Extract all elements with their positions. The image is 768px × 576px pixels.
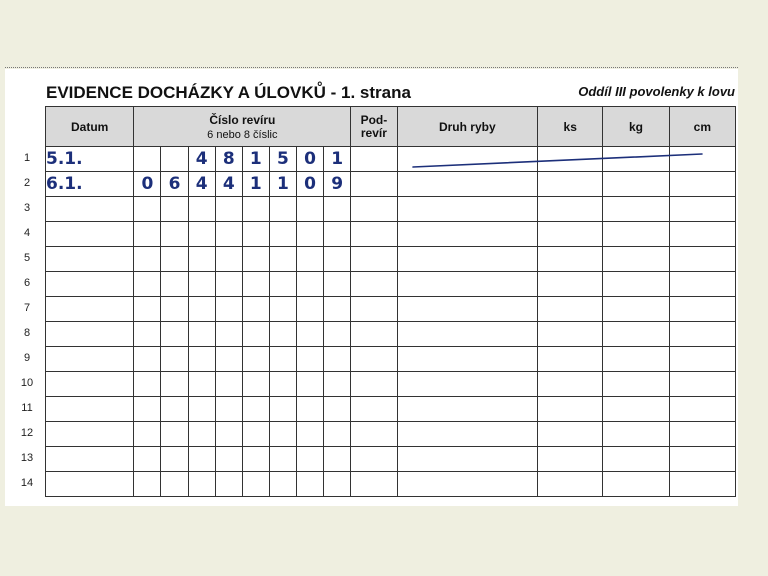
cell-druh-ryby[interactable]: [397, 147, 538, 172]
row-number: 12: [20, 427, 34, 439]
cell-revir-digit[interactable]: [188, 472, 215, 497]
cell-revir-digit[interactable]: [134, 322, 161, 347]
cell-druh-ryby[interactable]: [397, 272, 538, 297]
cell-druh-ryby[interactable]: [397, 197, 538, 222]
cell-datum[interactable]: 6.1.: [46, 172, 134, 197]
cell-datum[interactable]: [46, 347, 134, 372]
cell-revir-digit[interactable]: [134, 247, 161, 272]
table-body: [46, 147, 736, 497]
cell-ks[interactable]: [538, 172, 603, 197]
cell-revir-digit[interactable]: [188, 422, 215, 447]
cell-datum[interactable]: [46, 247, 134, 272]
cell-revir-digit[interactable]: [242, 422, 269, 447]
cell-cm[interactable]: [669, 147, 735, 172]
cell-datum[interactable]: [46, 472, 134, 497]
row-number: 13: [20, 452, 34, 464]
cell-datum[interactable]: [46, 447, 134, 472]
cell-revir-digit[interactable]: [215, 247, 242, 272]
cell-druh-ryby[interactable]: [397, 172, 538, 197]
cell-revir-digit[interactable]: [188, 297, 215, 322]
table-row: [46, 347, 736, 372]
header-ks: ks: [538, 107, 603, 147]
cell-druh-ryby[interactable]: [397, 447, 538, 472]
cell-kg[interactable]: [603, 397, 669, 422]
cell-revir-digit[interactable]: 1: [269, 172, 296, 197]
cell-revir-digit[interactable]: [269, 197, 296, 222]
cell-podrevir[interactable]: [351, 147, 397, 172]
cell-cm[interactable]: [669, 472, 735, 497]
cell-revir-digit[interactable]: [134, 447, 161, 472]
cell-revir-digit[interactable]: [134, 272, 161, 297]
row-number: 2: [23, 177, 31, 189]
cell-revir-digit[interactable]: [297, 472, 324, 497]
row-number: 8: [23, 327, 31, 339]
cell-cm[interactable]: [669, 322, 735, 347]
cell-ks[interactable]: [538, 222, 603, 247]
cell-revir-digit[interactable]: [188, 222, 215, 247]
cell-cm[interactable]: [669, 372, 735, 397]
cell-revir-digit[interactable]: [242, 347, 269, 372]
cell-datum[interactable]: [46, 422, 134, 447]
cell-revir-digit[interactable]: [297, 297, 324, 322]
cell-revir-digit[interactable]: [242, 197, 269, 222]
cell-podrevir[interactable]: [351, 297, 397, 322]
cell-revir-digit[interactable]: [215, 447, 242, 472]
cell-ks[interactable]: [538, 247, 603, 272]
row-number: 14: [20, 477, 34, 489]
cell-revir-digit[interactable]: [161, 222, 188, 247]
cell-revir-digit[interactable]: 4: [188, 147, 215, 172]
table-row: [46, 397, 736, 422]
cell-revir-digit[interactable]: [324, 422, 351, 447]
cell-kg[interactable]: [603, 422, 669, 447]
header-cislo-reviru: [134, 107, 351, 147]
header-kg: kg: [603, 107, 669, 147]
cell-druh-ryby[interactable]: [397, 422, 538, 447]
cell-revir-digit[interactable]: 0: [297, 172, 324, 197]
cell-cm[interactable]: [669, 397, 735, 422]
cell-ks[interactable]: [538, 147, 603, 172]
cell-podrevir[interactable]: [351, 222, 397, 247]
cell-cm[interactable]: [669, 347, 735, 372]
header-datum: Datum: [46, 107, 134, 147]
cell-revir-digit[interactable]: [269, 472, 296, 497]
cell-revir-digit[interactable]: [269, 397, 296, 422]
cell-revir-digit[interactable]: [161, 197, 188, 222]
cell-druh-ryby[interactable]: [397, 222, 538, 247]
cell-revir-digit[interactable]: [134, 147, 161, 172]
cell-revir-digit[interactable]: [161, 397, 188, 422]
cell-revir-digit[interactable]: [324, 272, 351, 297]
cell-revir-digit[interactable]: [134, 422, 161, 447]
cell-cm[interactable]: [669, 222, 735, 247]
cell-revir-digit[interactable]: [242, 247, 269, 272]
cell-revir-digit[interactable]: [188, 322, 215, 347]
cell-podrevir[interactable]: [351, 422, 397, 447]
cell-revir-digit[interactable]: [297, 422, 324, 447]
cell-revir-digit[interactable]: 1: [242, 147, 269, 172]
cell-kg[interactable]: [603, 372, 669, 397]
catch-log-table: [45, 106, 736, 497]
cell-revir-digit[interactable]: [161, 472, 188, 497]
cell-revir-digit[interactable]: [324, 222, 351, 247]
cell-podrevir[interactable]: [351, 247, 397, 272]
row-number: 6: [23, 277, 31, 289]
cell-revir-digit[interactable]: 1: [242, 172, 269, 197]
cell-revir-digit[interactable]: [269, 272, 296, 297]
cell-revir-digit[interactable]: [161, 422, 188, 447]
cell-revir-digit[interactable]: [297, 447, 324, 472]
cell-druh-ryby[interactable]: [397, 372, 538, 397]
cell-revir-digit[interactable]: [297, 272, 324, 297]
cell-revir-digit[interactable]: [188, 197, 215, 222]
cell-ks[interactable]: [538, 197, 603, 222]
cell-ks[interactable]: [538, 372, 603, 397]
header-podrevir-top: Pod-: [360, 112, 388, 127]
cell-kg[interactable]: [603, 472, 669, 497]
cell-revir-digit[interactable]: [242, 272, 269, 297]
row-number: 7: [23, 302, 31, 314]
cell-podrevir[interactable]: [351, 372, 397, 397]
header-cm: cm: [669, 107, 735, 147]
cell-revir-digit[interactable]: 6: [161, 172, 188, 197]
cell-revir-digit[interactable]: 9: [324, 172, 351, 197]
row-number: 10: [20, 377, 34, 389]
cell-cm[interactable]: [669, 197, 735, 222]
cell-ks[interactable]: [538, 472, 603, 497]
cell-cm[interactable]: [669, 272, 735, 297]
cell-kg[interactable]: [603, 297, 669, 322]
cell-revir-digit[interactable]: [242, 472, 269, 497]
cell-revir-digit[interactable]: [215, 422, 242, 447]
cell-ks[interactable]: [538, 347, 603, 372]
cell-revir-digit[interactable]: [269, 372, 296, 397]
cell-revir-digit[interactable]: [269, 297, 296, 322]
cell-revir-digit[interactable]: [134, 397, 161, 422]
cell-revir-digit[interactable]: [324, 447, 351, 472]
cell-datum[interactable]: [46, 372, 134, 397]
cell-revir-digit[interactable]: [215, 297, 242, 322]
table-row: [46, 222, 736, 247]
cell-revir-digit[interactable]: [324, 297, 351, 322]
cell-datum[interactable]: 5.1.: [46, 147, 134, 172]
cell-revir-digit[interactable]: [242, 322, 269, 347]
cell-datum[interactable]: [46, 322, 134, 347]
cell-cm[interactable]: [669, 297, 735, 322]
cell-revir-digit[interactable]: [297, 247, 324, 272]
header-druh-ryby: Druh ryby: [397, 107, 538, 147]
cell-revir-digit[interactable]: [242, 397, 269, 422]
header-podrevir: [351, 107, 397, 147]
cell-kg[interactable]: [603, 272, 669, 297]
cell-revir-digit[interactable]: [188, 447, 215, 472]
row-number: 11: [21, 402, 33, 414]
cell-revir-digit[interactable]: [269, 422, 296, 447]
cell-revir-digit[interactable]: [297, 347, 324, 372]
cell-ks[interactable]: [538, 397, 603, 422]
cell-podrevir[interactable]: [351, 347, 397, 372]
cell-revir-digit[interactable]: [161, 447, 188, 472]
cell-ks[interactable]: [538, 422, 603, 447]
cell-revir-digit[interactable]: [134, 472, 161, 497]
cell-datum[interactable]: [46, 297, 134, 322]
cell-kg[interactable]: [603, 247, 669, 272]
cell-revir-digit[interactable]: [242, 372, 269, 397]
cell-kg[interactable]: [603, 347, 669, 372]
cell-revir-digit[interactable]: [297, 322, 324, 347]
cell-revir-digit[interactable]: [134, 372, 161, 397]
cell-revir-digit[interactable]: [269, 347, 296, 372]
cell-revir-digit[interactable]: [215, 197, 242, 222]
cell-podrevir[interactable]: [351, 197, 397, 222]
cell-revir-digit[interactable]: [324, 372, 351, 397]
dotted-cut-line: [5, 67, 738, 68]
cell-revir-digit[interactable]: [269, 247, 296, 272]
table-row: [46, 147, 736, 172]
cell-cm[interactable]: [669, 172, 735, 197]
cell-podrevir[interactable]: [351, 472, 397, 497]
cell-datum[interactable]: [46, 272, 134, 297]
cell-druh-ryby[interactable]: [397, 472, 538, 497]
table-row: [46, 272, 736, 297]
cell-podrevir[interactable]: [351, 272, 397, 297]
cell-revir-digit[interactable]: [297, 397, 324, 422]
cell-ks[interactable]: [538, 297, 603, 322]
cell-revir-digit[interactable]: 4: [215, 172, 242, 197]
cell-revir-digit[interactable]: [188, 272, 215, 297]
cell-revir-digit[interactable]: [134, 222, 161, 247]
table-row: [46, 197, 736, 222]
cell-ks[interactable]: [538, 447, 603, 472]
cell-revir-digit[interactable]: [215, 397, 242, 422]
cell-revir-digit[interactable]: [161, 272, 188, 297]
header-podrevir-bottom: revír: [360, 125, 387, 140]
cell-revir-digit[interactable]: 1: [324, 147, 351, 172]
header-cislo-reviru-hint: 6 nebo 8 číslic: [207, 128, 278, 141]
cell-revir-digit[interactable]: [161, 347, 188, 372]
cell-revir-digit[interactable]: [324, 247, 351, 272]
table-row: [46, 247, 736, 272]
cell-revir-digit[interactable]: [297, 197, 324, 222]
cell-podrevir[interactable]: [351, 322, 397, 347]
cell-revir-digit[interactable]: [215, 372, 242, 397]
table-row: [46, 472, 736, 497]
cell-revir-digit[interactable]: [134, 197, 161, 222]
table-row: [46, 372, 736, 397]
row-number: 1: [23, 152, 31, 164]
cell-druh-ryby[interactable]: [397, 322, 538, 347]
cell-revir-digit[interactable]: [324, 322, 351, 347]
cell-revir-digit[interactable]: [161, 372, 188, 397]
cell-kg[interactable]: [603, 322, 669, 347]
cell-datum[interactable]: [46, 197, 134, 222]
row-number: 3: [23, 202, 31, 214]
cell-revir-digit[interactable]: [161, 322, 188, 347]
row-number: 4: [23, 227, 31, 239]
cell-revir-digit[interactable]: [269, 222, 296, 247]
cell-revir-digit[interactable]: [215, 272, 242, 297]
cell-revir-digit[interactable]: [215, 347, 242, 372]
cell-revir-digit[interactable]: [161, 297, 188, 322]
cell-cm[interactable]: [669, 247, 735, 272]
cell-revir-digit[interactable]: [161, 147, 188, 172]
cell-ks[interactable]: [538, 272, 603, 297]
cell-revir-digit[interactable]: [161, 247, 188, 272]
cell-revir-digit[interactable]: [242, 222, 269, 247]
cell-revir-digit[interactable]: [297, 372, 324, 397]
cell-revir-digit[interactable]: 8: [215, 147, 242, 172]
cell-druh-ryby[interactable]: [397, 397, 538, 422]
cell-revir-digit[interactable]: [188, 347, 215, 372]
cell-podrevir[interactable]: [351, 172, 397, 197]
cell-podrevir[interactable]: [351, 397, 397, 422]
cell-revir-digit[interactable]: [324, 397, 351, 422]
cell-revir-digit[interactable]: [324, 197, 351, 222]
cell-revir-digit[interactable]: 4: [188, 172, 215, 197]
cell-revir-digit[interactable]: 0: [297, 147, 324, 172]
cell-revir-digit[interactable]: [269, 447, 296, 472]
row-number: 9: [23, 352, 31, 364]
cell-druh-ryby[interactable]: [397, 247, 538, 272]
cell-cm[interactable]: [669, 447, 735, 472]
cell-datum[interactable]: [46, 222, 134, 247]
table-row: [46, 422, 736, 447]
table-row: [46, 447, 736, 472]
table-row: [46, 172, 736, 197]
form-title: EVIDENCE DOCHÁZKY A ÚLOVKŮ - 1. strana: [46, 83, 411, 102]
cell-revir-digit[interactable]: 0: [134, 172, 161, 197]
header-row: [46, 107, 736, 147]
cell-revir-digit[interactable]: [134, 297, 161, 322]
cell-kg[interactable]: [603, 197, 669, 222]
table-row: [46, 322, 736, 347]
cell-podrevir[interactable]: [351, 447, 397, 472]
row-number: 5: [23, 252, 31, 264]
cell-revir-digit[interactable]: [215, 472, 242, 497]
cell-revir-digit[interactable]: [242, 297, 269, 322]
header-cislo-reviru-label: Číslo revíru: [209, 112, 276, 127]
cell-druh-ryby[interactable]: [397, 347, 538, 372]
cell-revir-digit[interactable]: [324, 347, 351, 372]
cell-druh-ryby[interactable]: [397, 297, 538, 322]
cell-cm[interactable]: [669, 422, 735, 447]
cell-revir-digit[interactable]: [215, 322, 242, 347]
cell-revir-digit[interactable]: [188, 372, 215, 397]
cell-revir-digit[interactable]: [324, 472, 351, 497]
cell-revir-digit[interactable]: [188, 397, 215, 422]
cell-revir-digit[interactable]: [215, 222, 242, 247]
cell-revir-digit[interactable]: 5: [269, 147, 296, 172]
cell-kg[interactable]: [603, 172, 669, 197]
form-subtitle: Oddíl III povolenky k lovu: [578, 84, 735, 99]
table-row: [46, 297, 736, 322]
cell-ks[interactable]: [538, 322, 603, 347]
cell-revir-digit[interactable]: [269, 322, 296, 347]
cell-revir-digit[interactable]: [188, 247, 215, 272]
cell-revir-digit[interactable]: [297, 222, 324, 247]
cell-kg[interactable]: [603, 447, 669, 472]
cell-revir-digit[interactable]: [134, 347, 161, 372]
cell-kg[interactable]: [603, 147, 669, 172]
cell-datum[interactable]: [46, 397, 134, 422]
cell-kg[interactable]: [603, 222, 669, 247]
cell-revir-digit[interactable]: [242, 447, 269, 472]
